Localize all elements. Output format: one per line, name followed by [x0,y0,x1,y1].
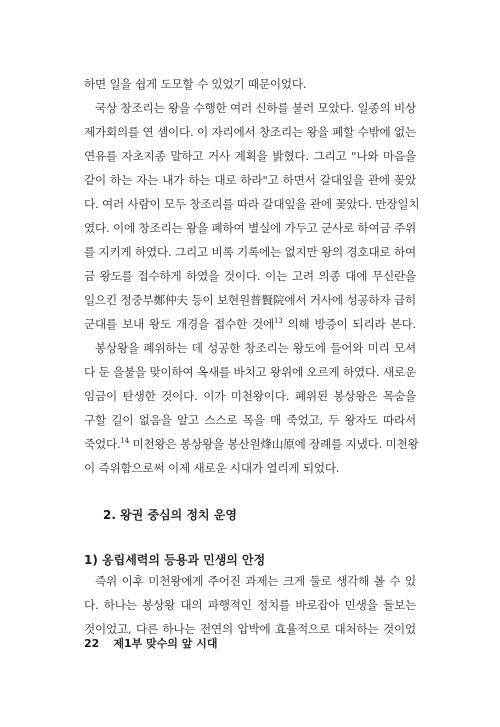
text-fragment: 죽었다. [84,437,121,451]
part-title: 제1부 맞수의 앞 시대 [113,637,218,650]
paragraph-line: 이 즉위함으로써 이제 새로운 시대가 열리게 되었다. [84,461,340,475]
paragraph-line: 구할 길이 없음을 알고 스스로 목을 매 죽었고, 두 왕자도 따라서 [84,413,416,427]
page-footer [84,636,217,652]
paragraph-line: 연유를 자초지종 말하고 거사 계획을 밝혔다. 그리고 "나와 마음을 [84,149,416,163]
text-fragment: 의해 방증이 되리라 본다. [282,317,416,331]
paragraph-line: 였다. 이에 창조리는 왕을 폐하여 별실에 가두고 군사로 하여금 주위 [84,221,416,235]
paragraph-line: 를 지키게 하였다. 그리고 비록 기록에는 없지만 왕의 경호대로 하여 [84,245,416,259]
paragraph-line: 다. 여러 사람이 모두 창조리를 따라 갈대잎을 관에 꽂았다. 만장일치 [84,197,420,211]
paragraph-line [84,436,419,452]
paragraph-line: 임금이 탄생한 것이다. 이가 미천왕이다. 폐위된 봉상왕은 목숨을 [84,389,416,403]
page-number: 22 [84,637,100,650]
paragraph-line: 국상 창조리는 왕을 수행한 여러 신하를 불러 모았다. 일종의 비상 [95,101,416,115]
paragraph-line: 즉위 이후 미천왕에게 주어진 과제는 크게 둘로 생각해 볼 수 있 [95,574,416,588]
paragraph-line: 금 왕도를 접수하게 하였을 것이다. 이는 고려 의종 대에 무신란을 [84,269,416,283]
paragraph-line: 다 둔 을불을 맞이하여 옥새를 바치고 왕위에 오르게 하였다. 새로운 [84,365,416,379]
paragraph-line: 봉상왕을 폐위하는 데 성공한 창조리는 왕도에 들어와 미리 모셔 [95,341,416,355]
text-fragment: 군대를 보내 왕도 개경을 접수한 것에 [84,317,274,331]
section-heading: 2. 왕권 중심의 정치 운영 [103,508,237,522]
text-fragment: 미천왕은 봉상왕을 봉산원烽山原에 장례를 지냈다. 미천왕 [129,437,419,451]
paragraph-line [84,316,416,332]
paragraph-line: 하면 일을 쉽게 도모할 수 있었기 때문이었다. [84,77,307,91]
paragraph-line: 같이 하는 자는 내가 하는 대로 하라"고 하면서 갈대잎을 관에 꽂았 [84,173,416,187]
paragraph-line: 일으킨 정중부鄭仲夫 등이 보현원普賢院에서 거사에 성공하자 급히 [84,293,416,307]
paragraph-line: 제가회의를 연 셈이다. 이 자리에서 창조리는 왕을 폐할 수밖에 없는 [84,125,416,139]
footnote-marker[interactable]: 13 [274,317,283,326]
paragraph-line: 다. 하나는 봉상왕 대의 파행적인 정치를 바로잡아 민생을 돌보는 [84,598,416,612]
footnote-marker[interactable]: 14 [120,437,129,446]
paragraph-line: 것이었고, 다른 하나는 전연의 압박에 효율적으로 대처하는 것이었 [84,622,416,636]
subsection-heading: 1) 옹립세력의 등용과 민생의 안정 [84,553,266,567]
